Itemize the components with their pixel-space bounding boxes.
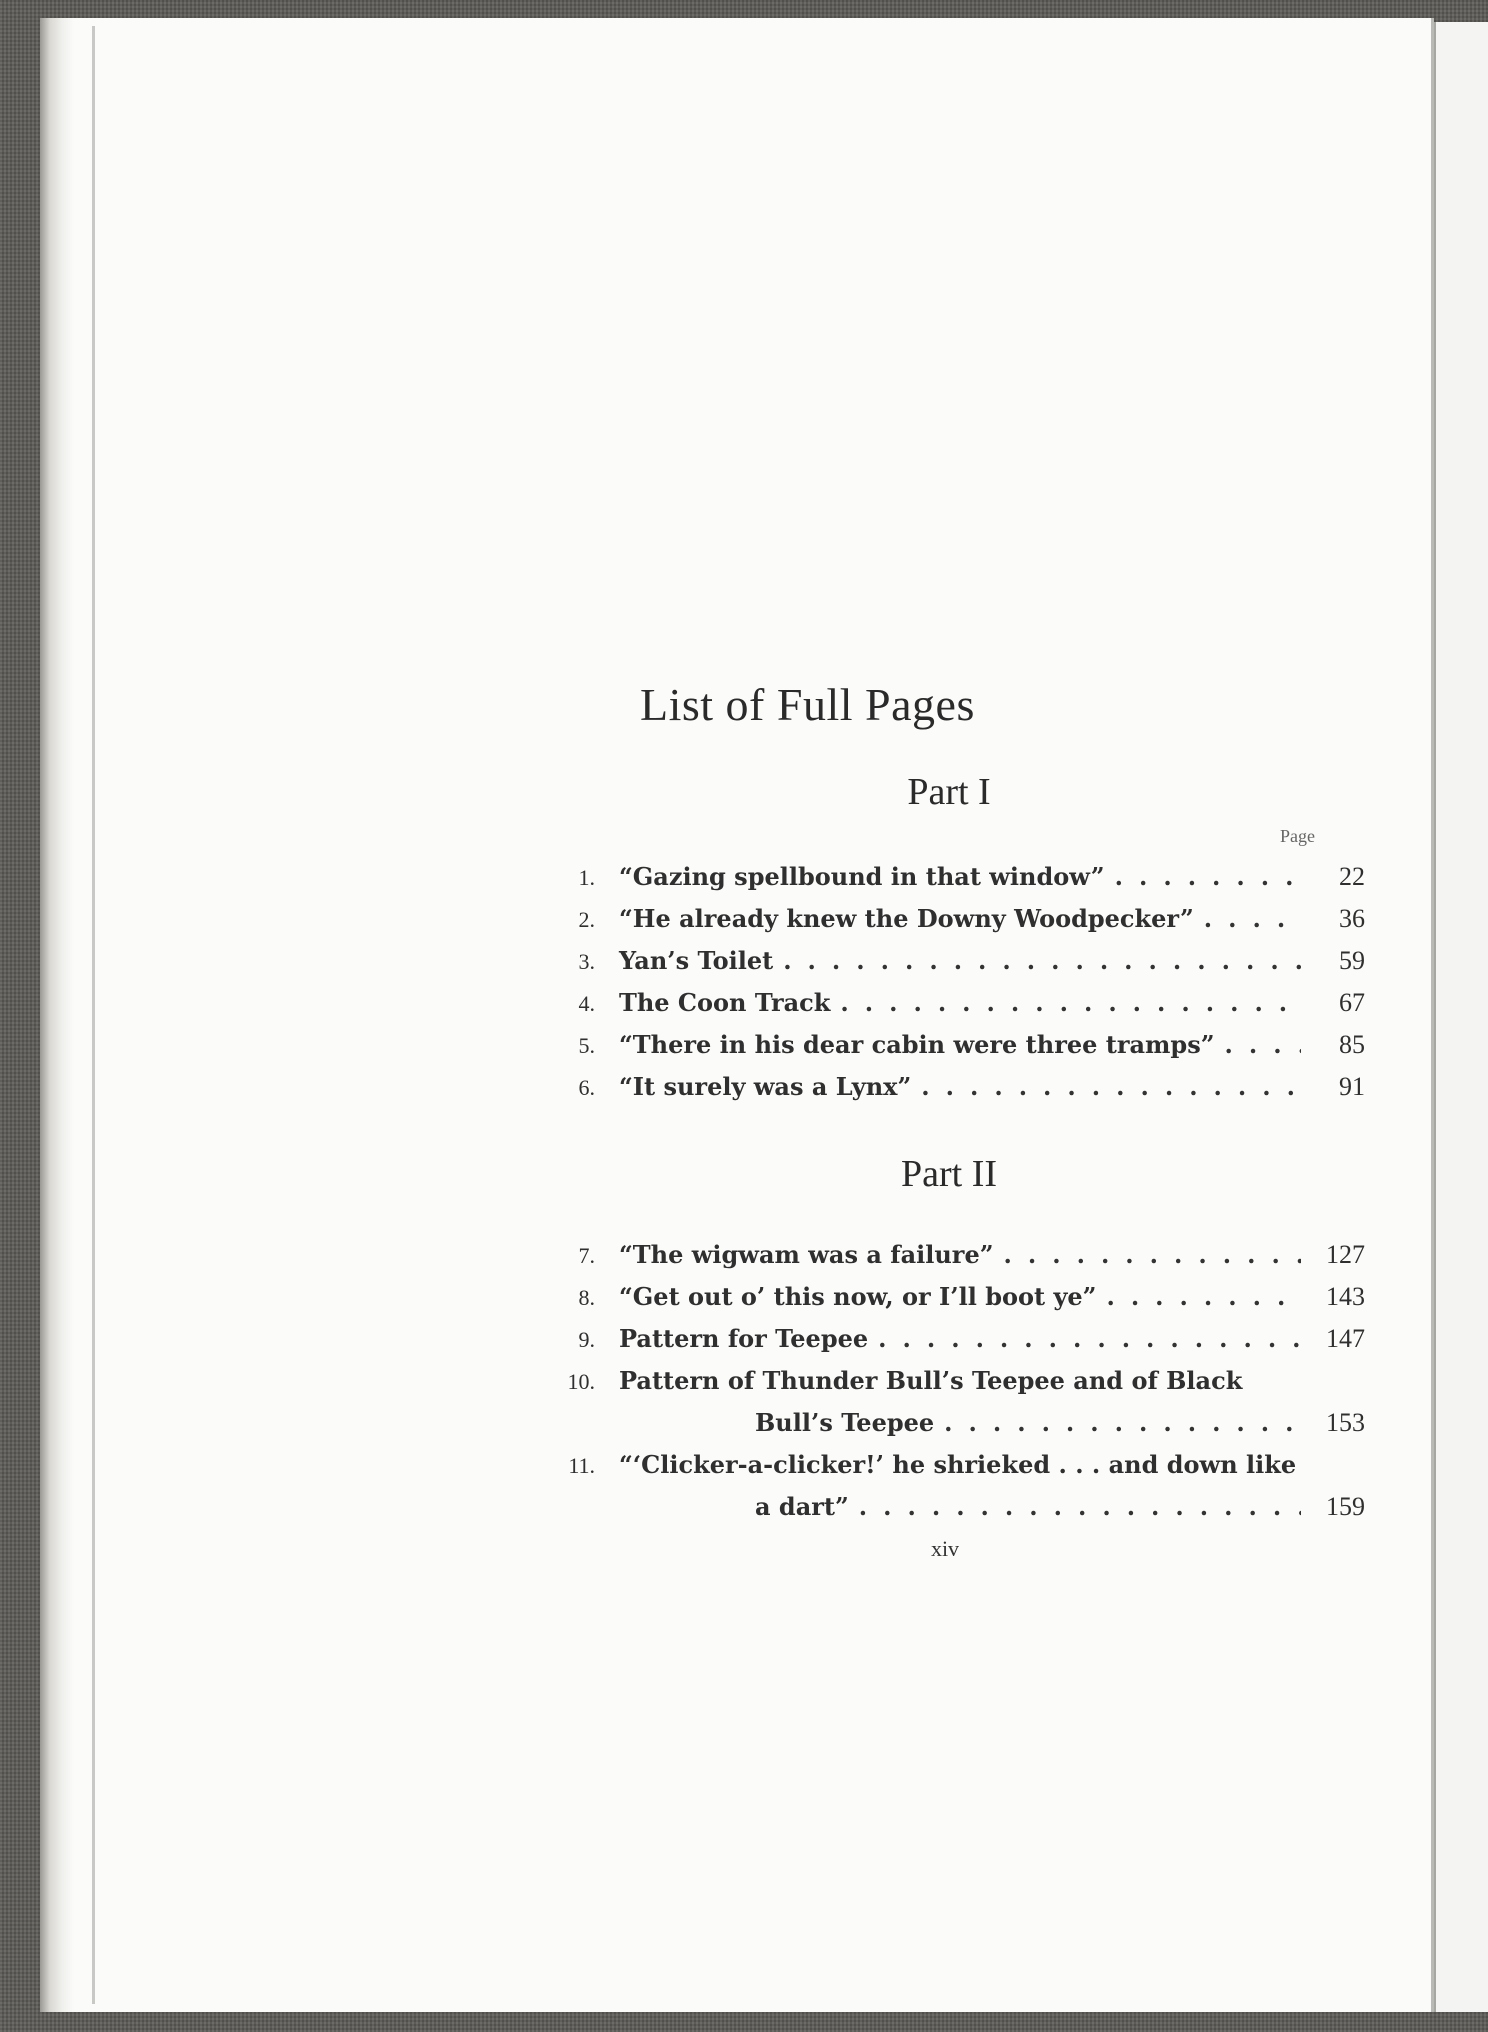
entry-page-number: 159 — [1326, 1492, 1365, 1521]
list-item — [535, 1276, 1365, 1318]
entry-number: 10. — [567, 1369, 595, 1394]
dot-leader — [1204, 898, 1301, 940]
list-item — [535, 898, 1365, 940]
entry-number: 1. — [578, 865, 595, 890]
dot-leader — [859, 1486, 1301, 1528]
list-item — [535, 1360, 1365, 1402]
entry-number: 3. — [578, 949, 595, 974]
entry-number: 2. — [578, 907, 595, 932]
part-one-list — [535, 856, 1365, 1108]
entry-page-number: 67 — [1339, 988, 1365, 1017]
page-gutter-line — [92, 26, 95, 2004]
list-item-continuation — [535, 1402, 1365, 1444]
page-folio: xiv — [930, 1536, 960, 1561]
entry-page-number: 85 — [1339, 1030, 1365, 1059]
dot-leader — [1225, 1024, 1301, 1066]
list-item — [535, 982, 1365, 1024]
entry-title: Pattern of Thunder Bull’s Teepee and of Black — [619, 1366, 1243, 1395]
entry-title: “Gazing spellbound in that window” — [619, 862, 1105, 891]
entry-number: 9. — [578, 1327, 595, 1352]
entry-title-continuation: a dart” — [755, 1492, 849, 1521]
dot-leader — [878, 1318, 1301, 1360]
list-item — [535, 1234, 1365, 1276]
list-item — [535, 1024, 1365, 1066]
entry-page-number: 147 — [1326, 1324, 1365, 1353]
page-title: List of Full Pages — [640, 679, 975, 730]
part-two-list — [535, 1234, 1365, 1528]
list-item-continuation — [535, 1486, 1365, 1528]
entry-title: “‘Clicker-a-clicker!’ he shrieked . . . and down like — [619, 1450, 1297, 1479]
page-spine-shadow — [40, 18, 74, 2012]
entry-title: Yan’s Toilet — [619, 946, 774, 975]
part-one-heading: Part I — [907, 771, 991, 813]
dot-leader — [1115, 856, 1301, 898]
dot-leader — [944, 1402, 1301, 1444]
list-item — [535, 1066, 1365, 1108]
dot-leader — [783, 940, 1301, 982]
part-two-heading: Part II — [900, 1153, 998, 1195]
entry-title: “There in his dear cabin were three tramps” — [619, 1030, 1215, 1059]
book-page — [40, 18, 1434, 2012]
entry-number: 4. — [578, 991, 595, 1016]
entry-page-number: 153 — [1326, 1408, 1365, 1437]
entry-title: “Get out o’ this now, or I’ll boot ye” — [619, 1282, 1097, 1311]
entry-number: 8. — [578, 1285, 595, 1310]
entry-title: “He already knew the Downy Woodpecker” — [619, 904, 1194, 933]
entry-number: 5. — [578, 1033, 595, 1058]
dot-leader — [1106, 1276, 1301, 1318]
dot-leader — [840, 982, 1301, 1024]
facing-page-edge — [1430, 22, 1488, 2012]
list-item — [535, 940, 1365, 982]
entry-title: “It surely was a Lynx” — [619, 1072, 912, 1101]
entry-title-continuation: Bull’s Teepee — [755, 1408, 935, 1437]
dot-leader — [921, 1066, 1301, 1108]
entry-title: The Coon Track — [619, 988, 831, 1017]
entry-page-number: 127 — [1326, 1240, 1365, 1269]
entry-number: 6. — [578, 1075, 595, 1100]
entry-page-number: 22 — [1339, 862, 1365, 891]
list-item — [535, 1318, 1365, 1360]
list-item — [535, 856, 1365, 898]
entry-page-number: 36 — [1339, 904, 1365, 933]
entry-number: 7. — [578, 1243, 595, 1268]
entry-title: “The wigwam was a failure” — [619, 1240, 994, 1269]
entry-page-number: 91 — [1339, 1072, 1365, 1101]
entry-title: Pattern for Teepee — [619, 1324, 869, 1353]
entry-page-number: 143 — [1326, 1282, 1365, 1311]
entry-page-number: 59 — [1339, 946, 1365, 975]
dot-leader — [1004, 1234, 1301, 1276]
list-item — [535, 1444, 1365, 1486]
entry-number: 11. — [568, 1453, 595, 1478]
page-column-label: Page — [1280, 826, 1315, 846]
